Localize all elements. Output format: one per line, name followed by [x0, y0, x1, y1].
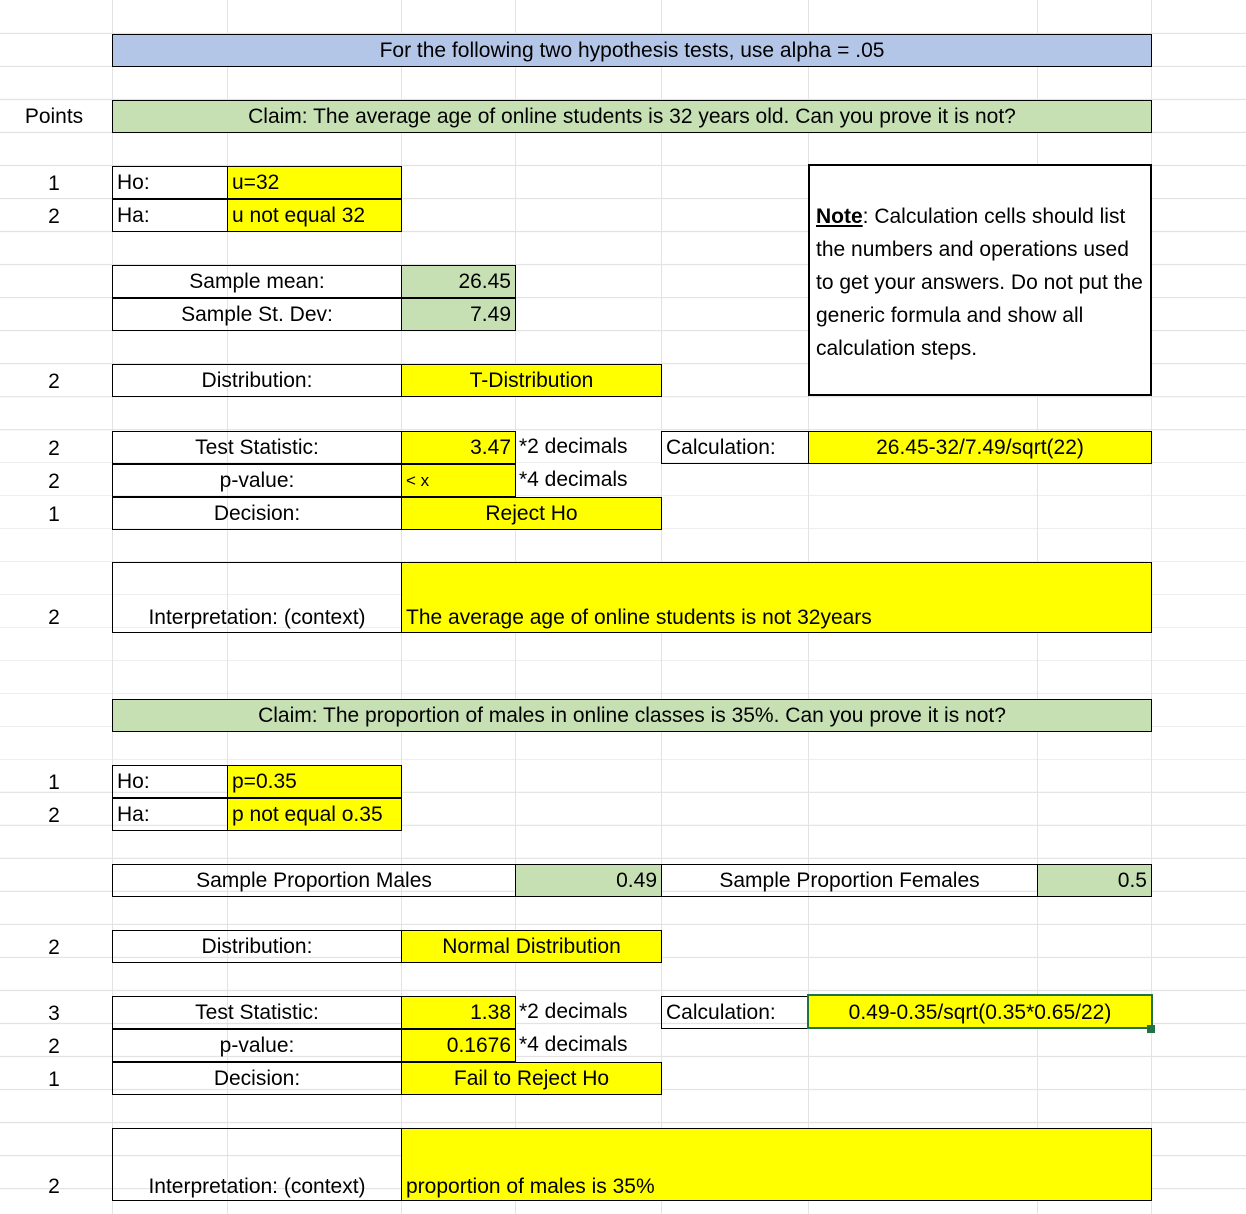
females-value[interactable]: 0.5 — [1037, 864, 1152, 897]
calc-label-1[interactable]: Calculation: — [661, 431, 809, 464]
points-ho-1[interactable]: 1 — [48, 172, 60, 195]
points-pvalue-1[interactable]: 2 — [48, 470, 60, 493]
points-distribution-1[interactable]: 2 — [48, 370, 60, 393]
note-text: : Calculation cells should list the numbers and operations used to get your answers. Do not put the generic formula and show all calculation steps. — [816, 205, 1143, 360]
points-interp-2[interactable]: 2 — [48, 1175, 60, 1198]
note-box[interactable] — [808, 164, 1152, 396]
test-stat-label-2[interactable]: Test Statistic: — [112, 996, 402, 1029]
pvalue-value-2[interactable]: 0.1676 — [401, 1029, 516, 1062]
distribution-value-1[interactable]: T-Distribution — [401, 364, 662, 397]
points-distribution-2[interactable]: 2 — [48, 936, 60, 959]
interp-value-2[interactable]: proportion of males is 35% — [401, 1128, 1152, 1201]
ha-label-1[interactable]: Ha: — [112, 199, 228, 232]
pvalue-note-2[interactable]: *4 decimals — [519, 1033, 628, 1056]
test-stat-note-2[interactable]: *2 decimals — [519, 1000, 628, 1023]
fill-handle[interactable] — [1147, 1025, 1155, 1033]
decision-label-2[interactable]: Decision: — [112, 1062, 402, 1095]
pvalue-label-2[interactable]: p-value: — [112, 1029, 402, 1062]
pvalue-value-1[interactable]: < x — [401, 464, 516, 497]
test-stat-value-1[interactable]: 3.47 — [401, 431, 516, 464]
claim-2[interactable]: Claim: The proportion of males in online classes is 35%. Can you prove it is not? — [112, 699, 1152, 732]
ho-value-2[interactable]: p=0.35 — [227, 765, 402, 798]
ha-value-1[interactable]: u not equal 32 — [227, 199, 402, 232]
sample-sd-label[interactable]: Sample St. Dev: — [112, 298, 402, 331]
points-test-stat-1[interactable]: 2 — [48, 437, 60, 460]
decision-value-2[interactable]: Fail to Reject Ho — [401, 1062, 662, 1095]
sample-mean-value[interactable]: 26.45 — [401, 265, 516, 298]
interp-label-1[interactable]: Interpretation: (context) — [112, 562, 402, 633]
test-stat-label-1[interactable]: Test Statistic: — [112, 431, 402, 464]
claim-1[interactable]: Claim: The average age of online students is 32 years old. Can you prove it is not? — [112, 100, 1152, 133]
males-label[interactable]: Sample Proportion Males — [112, 864, 516, 897]
points-pvalue-2[interactable]: 2 — [48, 1035, 60, 1058]
calc-value-1[interactable]: 26.45-32/7.49/sqrt(22) — [808, 431, 1152, 464]
ha-label-2[interactable]: Ha: — [112, 798, 228, 831]
points-decision-2[interactable]: 1 — [48, 1068, 60, 1091]
calc-label-2[interactable]: Calculation: — [661, 996, 809, 1029]
points-interp-1[interactable]: 2 — [48, 606, 60, 629]
header-banner[interactable]: For the following two hypothesis tests, use alpha = .05 — [112, 34, 1152, 67]
points-decision-1[interactable]: 1 — [48, 503, 60, 526]
pvalue-note-1[interactable]: *4 decimals — [519, 468, 628, 491]
ho-value-1[interactable]: u=32 — [227, 166, 402, 199]
note-label: Note — [816, 205, 863, 228]
sample-mean-label[interactable]: Sample mean: — [112, 265, 402, 298]
distribution-label-1[interactable]: Distribution: — [112, 364, 402, 397]
interp-label-2[interactable]: Interpretation: (context) — [112, 1128, 402, 1201]
test-stat-value-2[interactable]: 1.38 — [401, 996, 516, 1029]
ho-label-1[interactable]: Ho: — [112, 166, 228, 199]
sample-sd-value[interactable]: 7.49 — [401, 298, 516, 331]
pvalue-label-1[interactable]: p-value: — [112, 464, 402, 497]
test-stat-note-1[interactable]: *2 decimals — [519, 435, 628, 458]
points-test-stat-2[interactable]: 3 — [48, 1002, 60, 1025]
decision-label-1[interactable]: Decision: — [112, 497, 402, 530]
decision-value-1[interactable]: Reject Ho — [401, 497, 662, 530]
calc-value-2[interactable]: 0.49-0.35/sqrt(0.35*0.65/22) — [807, 994, 1153, 1029]
points-ho-2[interactable]: 1 — [48, 771, 60, 794]
ho-label-2[interactable]: Ho: — [112, 765, 228, 798]
interp-value-1[interactable]: The average age of online students is not 32years — [401, 562, 1152, 633]
points-ha-1[interactable]: 2 — [48, 205, 60, 228]
distribution-label-2[interactable]: Distribution: — [112, 930, 402, 963]
distribution-value-2[interactable]: Normal Distribution — [401, 930, 662, 963]
points-ha-2[interactable]: 2 — [48, 804, 60, 827]
males-value[interactable]: 0.49 — [515, 864, 662, 897]
females-label[interactable]: Sample Proportion Females — [661, 864, 1038, 897]
points-header[interactable]: Points — [24, 105, 84, 128]
ha-value-2[interactable]: p not equal o.35 — [227, 798, 402, 831]
